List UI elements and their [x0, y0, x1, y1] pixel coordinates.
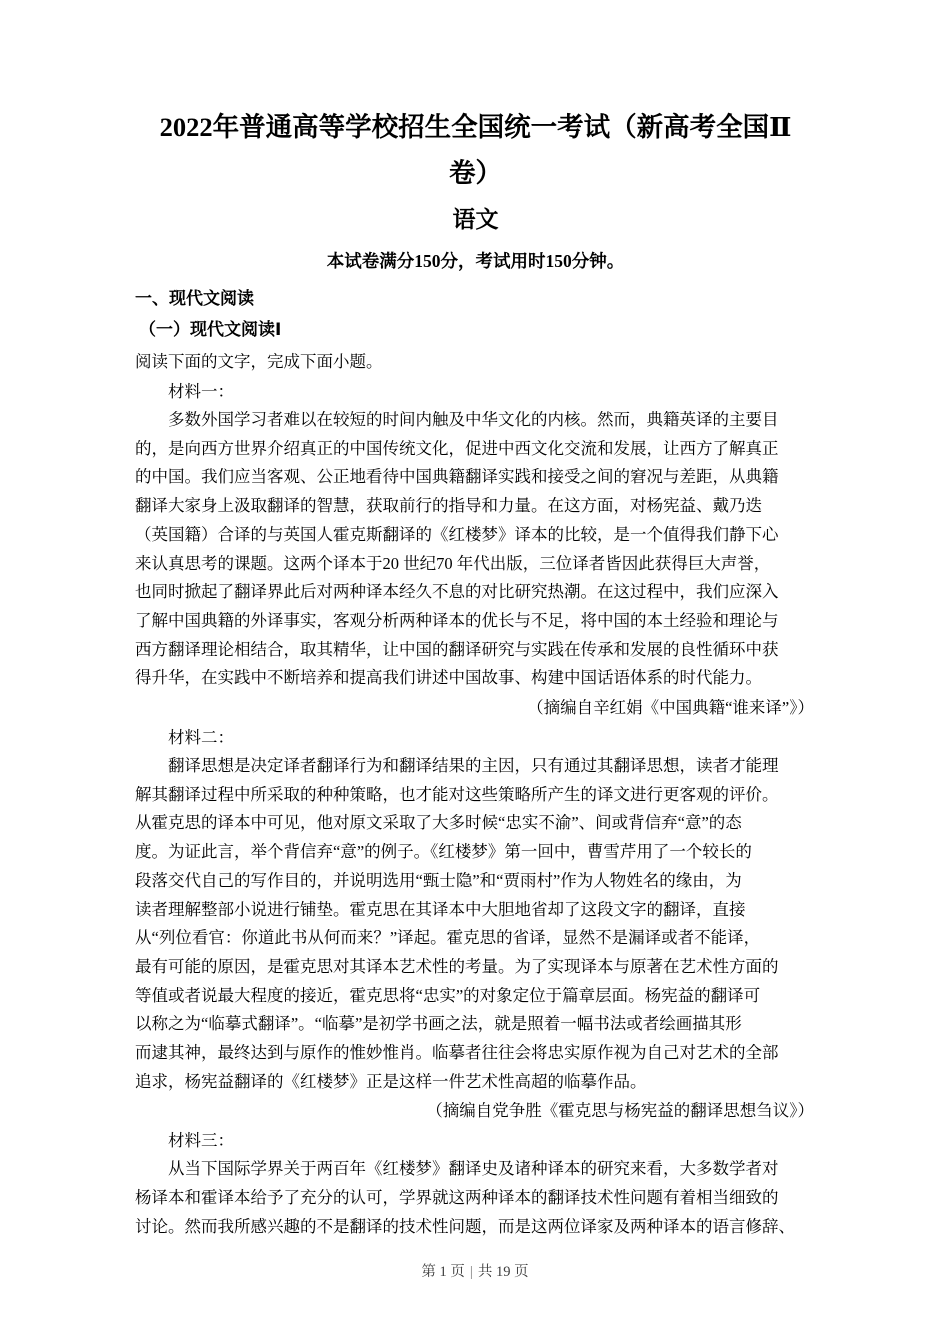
material-label: 材料三： — [168, 1131, 234, 1151]
exam-info-line: 本试卷满分150分，考试用时150分钟。 — [326, 251, 625, 271]
text-line: 也同时掀起了翻译界此后对两种译本经久不息的对比研究热潮。在这过程中，我们应深入 — [135, 582, 779, 602]
text-line: 而逮其神，最终达到与原作的惟妙惟肖。临摹者往往会将忠实原作视为自己对艺术的全部 — [135, 1043, 779, 1063]
text-line: （英国籍）合译的与英国人霍克斯翻译的《红楼梦》译本的比较，是一个值得我们静下心 — [135, 524, 779, 544]
subsection-heading: （一）现代文阅读Ⅰ — [139, 320, 282, 339]
material-source: （摘编自党争胜《霍克思与杨宪益的翻译思想刍议》） — [426, 1101, 814, 1121]
text-line: 段落交代自己的写作目的，并说明选用“甄士隐”和“贾雨村”作为人物姓名的缘由，为 — [135, 870, 742, 890]
text-line: 多数外国学习者难以在较短的时间内触及中华文化的内核。然而，典籍英译的主要目 — [168, 410, 779, 429]
text-line: 从当下国际学界关于两百年《红楼梦》翻译史及诸种译本的研究来看，大多数学者对 — [168, 1159, 779, 1179]
text-line: 讨论。然而我所感兴趣的不是翻译的技术性问题，而是这两位译家及两种译本的语言修辞、 — [135, 1216, 795, 1236]
reading-instruction: 阅读下面的文字，完成下面小题。 — [135, 352, 383, 371]
material-body — [135, 1155, 816, 1241]
text-line: 读者理解整部小说进行铺垫。霍克思在其译本中大胆地省却了这段文字的翻译，直接 — [135, 899, 746, 919]
footer-current-page: 第 1 页 — [421, 1264, 465, 1280]
footer-separator: | — [469, 1264, 473, 1280]
text-line: 的，是向西方世界介绍真正的中国传统文化，促进中西文化交流和发展，让西方了解真正 — [135, 438, 779, 458]
material-body — [135, 406, 816, 693]
material-label: 材料一： — [168, 382, 234, 401]
text-line: 了解中国典籍的外译事实，客观分析两种译本的优长与不足，将中国的本土经验和理论与 — [135, 610, 779, 630]
material-label: 材料二： — [168, 728, 234, 748]
text-line: 以称之为“临摹式翻译”。“临摹”是初学书画之法，就是照着一幅书法或者绘画描其形 — [135, 1014, 742, 1034]
page-content — [135, 104, 816, 1242]
text-line: 从“列位看官：你道此书从何而来？”译起。霍克思的省译，显然不是漏译或者不能译， — [135, 928, 761, 948]
text-line: 追求，杨宪益翻译的《红楼梦》正是这样一件艺术性高超的临摹作品。 — [135, 1071, 647, 1091]
section-heading: 一、现代文阅读 — [135, 289, 254, 308]
text-line: 西方翻译理论相结合，取其精华，让中国的翻译研究与实践在传承和发展的良性循环中获 — [135, 639, 779, 659]
text-line: 等值或者说最大程度的接近，霍克思将“忠实”的对象定位于篇章层面。杨宪益的翻译可 — [135, 985, 761, 1005]
text-line: 的中国。我们应当客观、公正地看待中国典籍翻译实践和接受之间的窘况与差距，从典籍 — [135, 467, 779, 487]
material-body — [135, 752, 816, 1096]
text-line: 翻译大家身上汲取翻译的智慧，获取前行的指导和力量。在这方面，对杨宪益、戴乃迭 — [135, 496, 762, 516]
page-title: 2022年普通高等学校招生全国统一考试（新高考全国Ⅱ卷） — [159, 112, 792, 188]
text-line: 来认真思考的课题。这两个译本于20 世纪70 年代出版，三位译者皆因此获得巨大声誉， — [135, 553, 771, 573]
subject-title: 语文 — [452, 207, 499, 232]
text-line: 翻译思想是决定译者翻译行为和翻译结果的主因，只有通过其翻译思想，读者才能理 — [168, 756, 779, 776]
material-source: （摘编自辛红娟《中国典籍“谁来译”》） — [527, 698, 814, 718]
text-line: 度。为证此言，举个背信弃“意”的例子。《红楼梦》第一回中，曹雪芹用了一个较长的 — [135, 842, 752, 862]
page-footer — [0, 1262, 950, 1282]
text-line: 最有可能的原因，是霍克思对其译本艺术性的考量。为了实现译本与原著在艺术性方面的 — [135, 956, 779, 976]
text-line: 杨译本和霍译本给予了充分的认可，学界就这两种译本的翻译技术性问题有着相当细致的 — [135, 1188, 779, 1208]
footer-total-pages: 共 19 页 — [477, 1264, 529, 1280]
text-line: 从霍克思的译本中可见，他对原文采取了大多时候“忠实不渝”、间或背信弃“意”的态 — [135, 813, 742, 833]
text-line: 得升华，在实践中不断培养和提高我们讲述中国故事、构建中国话语体系的时代能力。 — [135, 668, 762, 688]
text-line: 解其翻译过程中所采取的种种策略，也才能对这些策略所产生的译文进行更客观的评价。 — [135, 784, 779, 804]
